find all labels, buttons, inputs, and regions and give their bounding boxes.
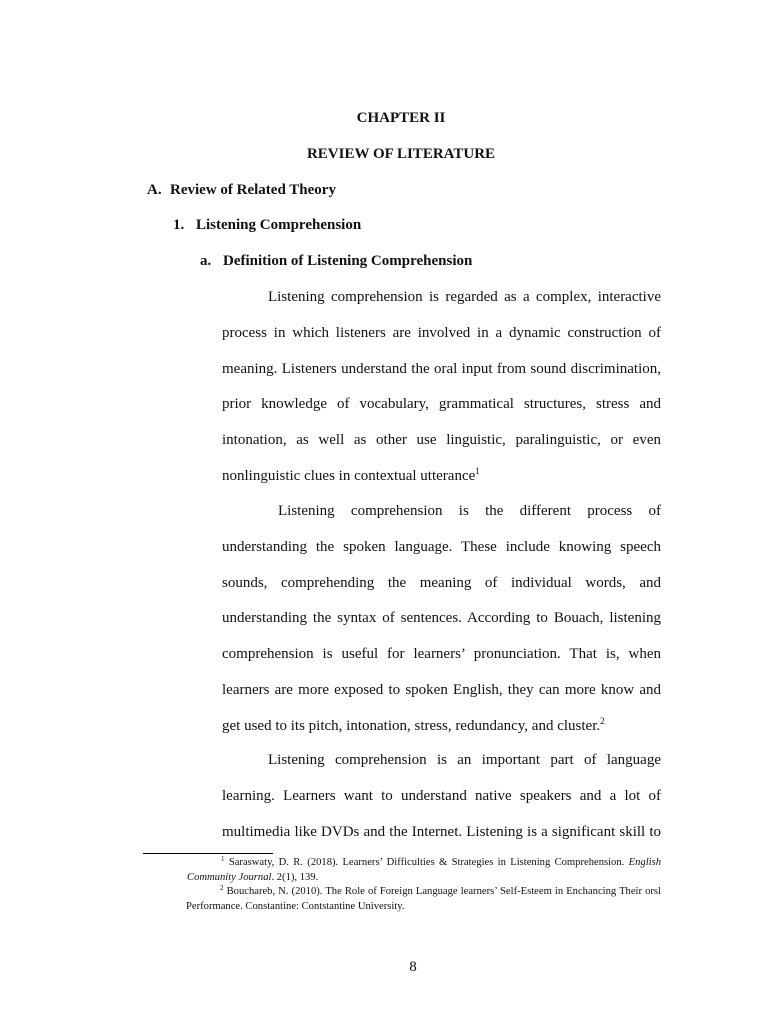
paragraph-3-text: Listening comprehension is an important part of language learning. Learners want to understand native speakers and a lot of multimedia like DVDs and the Internet. Listening is a significant skill to (222, 752, 661, 840)
subsubsection-marker: a. (200, 253, 212, 269)
footnote-1 (187, 856, 661, 885)
subsubsection-label: Definition of Listening Comprehension (223, 253, 473, 269)
footnotes (187, 856, 661, 914)
footnote-2-number: 2 (220, 884, 224, 892)
footnote-1-journal: English Community Journal (187, 857, 661, 883)
paragraph-2 (222, 494, 661, 745)
footnote-1-number: 1 (221, 855, 225, 863)
paragraph-2-text: Listening comprehension is the different process of understanding the spoken language. These include knowing speech sounds, comprehending the meaning of individual words, and understanding the syntax of sentences. According to Bouach, listening comprehension is useful for learners’ pronunciation. That is, when learners are more exposed to spoken English, they can more know and get used to its pitch, intonation, stress, redundancy, and cluster. (222, 503, 661, 734)
section-heading (147, 182, 336, 199)
footnote-1-text-after: . 2(1), 139. (271, 871, 319, 883)
footnote-1-text: Saraswaty, D. R. (2018). Learners’ Difficulties & Strategies in Listening Comprehension. (228, 857, 629, 868)
footnote-ref-2[interactable]: 2 (600, 715, 605, 726)
page-title: REVIEW OF LITERATURE (306, 146, 496, 162)
paragraph-3 (222, 743, 661, 850)
paragraph-1 (222, 280, 661, 495)
page-number: 8 (409, 959, 417, 975)
subsubsection-heading (200, 253, 472, 270)
subsection-heading (173, 217, 361, 234)
footnote-2 (186, 885, 661, 914)
footnote-separator (143, 853, 273, 854)
section-marker: A. (147, 182, 162, 198)
paragraph-1-text: Listening comprehension is regarded as a complex, interactive process in which listeners are involved in a dynamic construction of meaning. Listeners understand the oral input from sound discrimination, prior knowledge of vocabulary, grammatical structures, stress and intonation, as well as other use linguistic, paralinguistic, or even nonlinguistic clues in contextual utterance (222, 289, 661, 484)
chapter-heading: CHAPTER II (356, 110, 446, 126)
footnote-2-text: Bouchareb, N. (2010). The Role of Foreign Language learners’ Self-Esteem in Enchancing Their orsl Performance. Constantine: Contstantine University. (186, 886, 661, 912)
subsection-marker: 1. (173, 217, 185, 233)
footnote-ref-1[interactable]: 1 (475, 465, 480, 476)
subsection-label: Listening Comprehension (196, 217, 362, 233)
section-label: Review of Related Theory (170, 182, 336, 198)
